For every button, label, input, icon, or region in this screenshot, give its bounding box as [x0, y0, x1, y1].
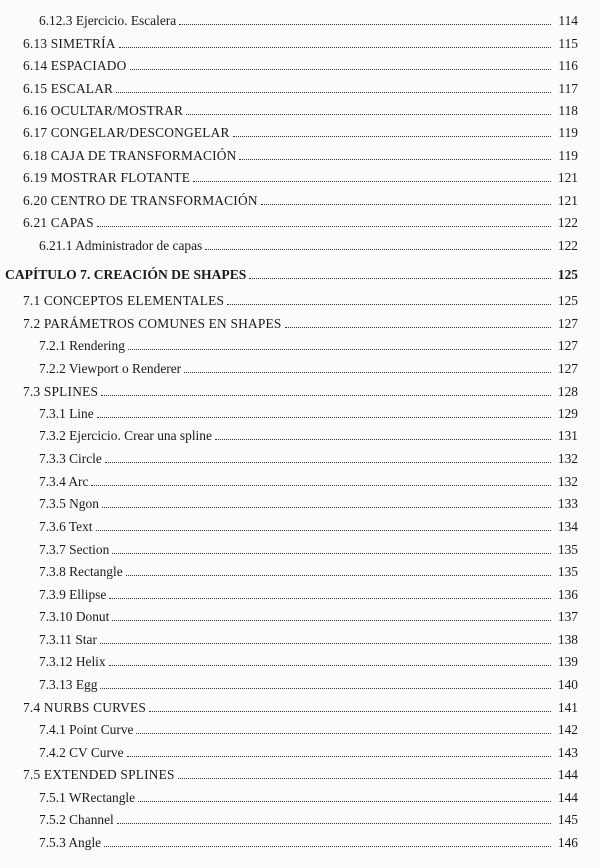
toc-entry[interactable]	[39, 647, 578, 669]
toc-entry[interactable]	[39, 535, 578, 557]
dot-leader	[128, 348, 551, 350]
toc-entry[interactable]	[39, 670, 578, 692]
toc-entry-title: 7.3.13 Egg	[39, 677, 98, 692]
toc-entry-title: 7.5.1 WRectangle	[39, 790, 136, 805]
dot-leader	[102, 506, 551, 508]
dot-leader	[184, 371, 551, 373]
toc-entry-page-number: 122	[557, 238, 578, 253]
toc-entry-title: 7.5 EXTENDED SPLINES	[23, 767, 175, 782]
toc-entry-title: 6.21 CAPAS	[23, 215, 94, 230]
toc-entry[interactable]	[39, 467, 578, 489]
toc-entry[interactable]	[39, 331, 578, 353]
toc-entry[interactable]	[39, 602, 578, 624]
toc-entry-page-number: 117	[558, 81, 578, 96]
dot-leader	[239, 158, 551, 160]
toc-entry-page-number: 134	[557, 519, 578, 534]
dot-leader	[117, 822, 551, 824]
toc-entry-title: 7.3.5 Ngon	[39, 496, 99, 511]
toc-entry[interactable]	[39, 489, 578, 511]
toc-entry-page-number: 118	[558, 103, 578, 118]
toc-entry[interactable]	[39, 625, 578, 647]
toc-entry-page-number: 145	[557, 812, 578, 827]
toc-entry-title: 7.3.12 Helix	[39, 654, 106, 669]
toc-entry-page-number: 121	[557, 170, 578, 185]
toc-entry[interactable]	[39, 828, 578, 850]
toc-entry-title: 7.5.2 Channel	[39, 812, 114, 827]
toc-entry[interactable]	[23, 693, 578, 715]
dot-leader	[193, 180, 551, 182]
toc-entry-page-number: 129	[557, 406, 578, 421]
dot-leader	[105, 461, 551, 463]
toc-entry-page-number: 133	[557, 496, 578, 511]
dot-leader	[127, 755, 551, 757]
dot-leader	[178, 777, 551, 779]
dot-leader	[109, 597, 551, 599]
toc-entry-page-number: 128	[557, 384, 578, 399]
dot-leader	[116, 91, 551, 93]
toc-entry[interactable]	[39, 399, 578, 421]
toc-entry-title: 7.3 SPLINES	[23, 384, 99, 399]
toc-entry[interactable]	[23, 760, 578, 782]
toc-entry-page-number: 132	[557, 451, 578, 466]
toc-entry-title: 7.3.2 Ejercicio. Crear una spline	[39, 428, 212, 443]
toc-entry-page-number: 136	[557, 587, 578, 602]
toc-entry-page-number: 122	[557, 215, 578, 230]
toc-entry[interactable]	[39, 231, 578, 253]
toc-entry-title: 6.15 ESCALAR	[23, 81, 114, 96]
toc-entry-page-number: 143	[557, 745, 578, 760]
toc-entry-page-number: 121	[557, 193, 578, 208]
toc-entry[interactable]	[39, 805, 578, 827]
toc-entry-page-number: 135	[557, 542, 578, 557]
dot-leader	[126, 574, 551, 576]
dot-leader	[97, 225, 551, 227]
toc-entry-title: 7.4 NURBS CURVES	[23, 700, 147, 715]
toc-entry-title: 7.3.4 Arc	[39, 474, 89, 489]
toc-entry[interactable]	[23, 377, 578, 399]
toc-entry-page-number: 131	[557, 428, 578, 443]
dot-leader	[179, 23, 551, 25]
toc-entry-page-number: 141	[557, 700, 578, 715]
toc-entry-title: 7.2.1 Rendering	[39, 338, 125, 353]
toc-entry[interactable]	[23, 29, 578, 51]
toc-entry-page-number: 125	[557, 293, 578, 308]
toc-entry-page-number: 138	[557, 632, 578, 647]
toc-entry[interactable]	[23, 163, 578, 185]
toc-entry-title: 7.3.6 Text	[39, 519, 93, 534]
toc-entry-title: 7.2.2 Viewport o Renderer	[39, 361, 182, 376]
toc-entry-page-number: 125	[557, 267, 578, 282]
dot-leader	[109, 664, 551, 666]
toc-entry-title: 6.18 CAJA DE TRANSFORMACIÓN	[23, 148, 237, 163]
toc-entry[interactable]	[23, 51, 578, 73]
toc-entry-title: 6.13 SIMETRÍA	[23, 36, 116, 51]
dot-leader	[261, 203, 551, 205]
toc-entry-title: CAPÍTULO 7. CREACIÓN DE SHAPES	[5, 267, 247, 282]
toc-entry[interactable]	[23, 141, 578, 163]
toc-entry[interactable]	[39, 557, 578, 579]
toc-entry[interactable]	[23, 286, 578, 308]
toc-entry-title: 7.3.1 Line	[39, 406, 94, 421]
toc-entry[interactable]	[39, 783, 578, 805]
toc-entry-title: 7.3.10 Donut	[39, 609, 110, 624]
dot-leader	[215, 438, 551, 440]
toc-entry[interactable]	[39, 580, 578, 602]
toc-entry-page-number: 144	[557, 767, 578, 782]
dot-leader	[130, 68, 552, 70]
toc-entry-title: 7.4.1 Point Curve	[39, 722, 134, 737]
dot-leader	[101, 394, 551, 396]
dot-leader	[100, 687, 551, 689]
toc-entry-title: 7.5.3 Angle	[39, 835, 102, 850]
dot-leader	[205, 248, 551, 250]
toc-entry-page-number: 137	[557, 609, 578, 624]
toc-entry[interactable]	[39, 512, 578, 534]
dot-leader	[136, 732, 551, 734]
toc-entry[interactable]	[39, 715, 578, 737]
toc-entry-page-number: 127	[557, 316, 578, 331]
toc-entry[interactable]	[23, 96, 578, 118]
toc-entry-title: 6.20 CENTRO DE TRANSFORMACIÓN	[23, 193, 258, 208]
toc-entry[interactable]	[23, 74, 578, 96]
toc-entry-title: 7.2 PARÁMETROS COMUNES EN SHAPES	[23, 316, 282, 331]
dot-leader	[285, 326, 551, 328]
toc-entry-page-number: 135	[557, 564, 578, 579]
toc-entry[interactable]	[39, 738, 578, 760]
toc-entry-title: 6.17 CONGELAR/DESCONGELAR	[23, 125, 230, 140]
toc-chapter-entry[interactable]	[5, 260, 578, 282]
toc-entry-title: 7.3.8 Rectangle	[39, 564, 123, 579]
toc-entry-page-number: 114	[558, 13, 578, 28]
toc-entry-title: 6.12.3 Ejercicio. Escalera	[39, 13, 177, 28]
toc-entry-page-number: 139	[557, 654, 578, 669]
dot-leader	[138, 800, 551, 802]
toc-entry[interactable]	[39, 354, 578, 376]
dot-leader	[249, 277, 551, 279]
toc-entry-title: 6.14 ESPACIADO	[23, 58, 127, 73]
toc-entry[interactable]	[23, 208, 578, 230]
dot-leader	[104, 845, 551, 847]
toc-entry-title: 7.3.9 Ellipse	[39, 587, 107, 602]
toc-entry[interactable]	[23, 309, 578, 331]
toc-entry-page-number: 127	[557, 338, 578, 353]
dot-leader	[149, 710, 551, 712]
toc-entry[interactable]	[39, 444, 578, 466]
toc-entry-page-number: 119	[558, 148, 578, 163]
toc-entry-page-number: 144	[557, 790, 578, 805]
toc-entry-page-number: 140	[557, 677, 578, 692]
toc-entry-page-number: 146	[557, 835, 578, 850]
dot-leader	[112, 552, 551, 554]
dot-leader	[96, 529, 552, 531]
dot-leader	[97, 416, 551, 418]
toc-entry-title: 7.1 CONCEPTOS ELEMENTALES	[23, 293, 225, 308]
toc-entry-title: 7.4.2 CV Curve	[39, 745, 124, 760]
dot-leader	[100, 642, 551, 644]
toc-entry-title: 7.3.11 Star	[39, 632, 97, 647]
toc-entry[interactable]	[23, 118, 578, 140]
dot-leader	[227, 303, 551, 305]
toc-entry[interactable]	[39, 421, 578, 443]
toc-entry-page-number: 132	[557, 474, 578, 489]
toc-entry-page-number: 142	[557, 722, 578, 737]
dot-leader	[112, 619, 551, 621]
toc-entry[interactable]	[39, 6, 578, 28]
toc-entry-page-number: 119	[558, 125, 578, 140]
toc-entry-title: 6.16 OCULTAR/MOSTRAR	[23, 103, 184, 118]
toc-entry-page-number: 127	[557, 361, 578, 376]
dot-leader	[186, 113, 551, 115]
toc-entry-title: 7.3.3 Circle	[39, 451, 102, 466]
dot-leader	[119, 46, 551, 48]
toc-entry-title: 6.19 MOSTRAR FLOTANTE	[23, 170, 191, 185]
dot-leader	[91, 484, 551, 486]
toc-entry-title: 6.21.1 Administrador de capas	[39, 238, 203, 253]
toc-entry-page-number: 116	[558, 58, 578, 73]
toc-entry-title: 7.3.7 Section	[39, 542, 110, 557]
toc-entry-page-number: 115	[558, 36, 578, 51]
dot-leader	[233, 135, 551, 137]
toc-entry[interactable]	[23, 186, 578, 208]
